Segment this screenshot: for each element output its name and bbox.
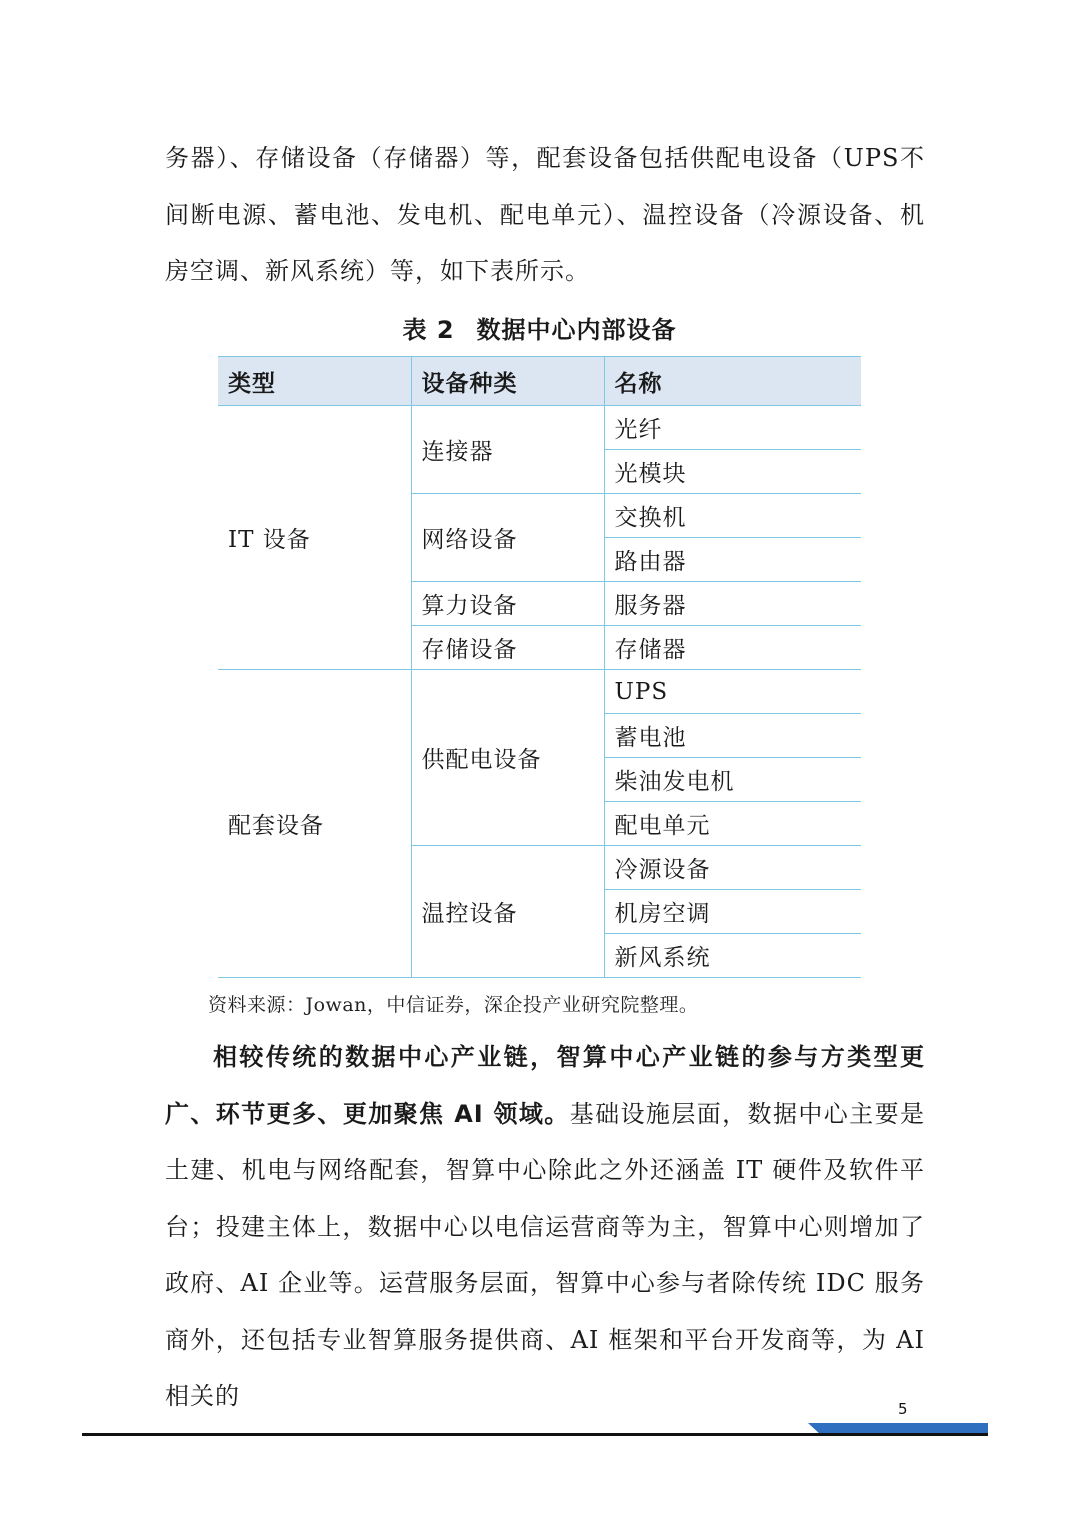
table-header-row bbox=[218, 357, 861, 406]
item-name-cell: 蓄电池 bbox=[604, 714, 861, 758]
category-cell: 存储设备 bbox=[411, 626, 604, 670]
table-caption-title: 数据中心内部设备 bbox=[476, 316, 677, 344]
table-body bbox=[218, 406, 861, 978]
category-cell: 温控设备 bbox=[411, 846, 604, 978]
item-name-cell: 交换机 bbox=[604, 494, 861, 538]
header-type: 类型 bbox=[218, 357, 411, 406]
page-number: 5 bbox=[898, 1400, 908, 1418]
category-cell: 算力设备 bbox=[411, 582, 604, 626]
footer-rule bbox=[82, 1433, 988, 1436]
footer-accent-bar bbox=[808, 1423, 988, 1433]
intro-paragraph: 务器）、存储设备（存储器）等，配套设备包括供配电设备（UPS不间断电源、蓄电池、发电机、配电单元）、温控设备（冷源设备、机房空调、新风系统）等，如下表所示。 bbox=[165, 144, 925, 285]
table-row bbox=[218, 670, 861, 714]
item-name-cell: 柴油发电机 bbox=[604, 758, 861, 802]
body-paragraph bbox=[165, 1029, 925, 1425]
body-paragraph-text: 基础设施层面，数据中心主要是土建、机电与网络配套，智算中心除此之外还涵盖 IT 硬件及软件平台；投建主体上，数据中心以电信运营商等为主，智算中心则增加了政府、AI 企业等。运营服务层面，智算中心参与者除传统 IDC 服务商外，还包括专业智算服务提供商、AI 框架和平台开发商等，为 AI 相关的 bbox=[165, 1099, 925, 1410]
item-name-cell: 服务器 bbox=[604, 582, 861, 626]
header-name: 名称 bbox=[604, 357, 861, 406]
category-cell: 网络设备 bbox=[411, 494, 604, 582]
header-category: 设备种类 bbox=[411, 357, 604, 406]
type-cell: IT 设备 bbox=[218, 406, 411, 670]
item-name-cell: 路由器 bbox=[604, 538, 861, 582]
item-name-cell: 新风系统 bbox=[604, 934, 861, 978]
equipment-table bbox=[218, 356, 861, 978]
table-row bbox=[218, 406, 861, 450]
type-cell: 配套设备 bbox=[218, 670, 411, 978]
item-name-cell: 光纤 bbox=[604, 406, 861, 450]
body-paragraph-bold-lead: 相较传统的数据中心产业链，智算中心产业链的参与方类型更广、环节更多、更加聚焦 AI 领域。 bbox=[165, 1043, 925, 1128]
category-cell: 供配电设备 bbox=[411, 670, 604, 846]
item-name-cell: 配电单元 bbox=[604, 802, 861, 846]
table-source-note: 资料来源：Jowan，中信证券，深企投产业研究院整理。 bbox=[208, 994, 699, 1016]
category-cell: 连接器 bbox=[411, 406, 604, 494]
item-name-cell: UPS bbox=[604, 670, 861, 714]
item-name-cell: 机房空调 bbox=[604, 890, 861, 934]
table-caption-number: 表 2 bbox=[402, 316, 455, 344]
item-name-cell: 冷源设备 bbox=[604, 846, 861, 890]
table-caption bbox=[218, 310, 861, 345]
item-name-cell: 光模块 bbox=[604, 450, 861, 494]
item-name-cell: 存储器 bbox=[604, 626, 861, 670]
